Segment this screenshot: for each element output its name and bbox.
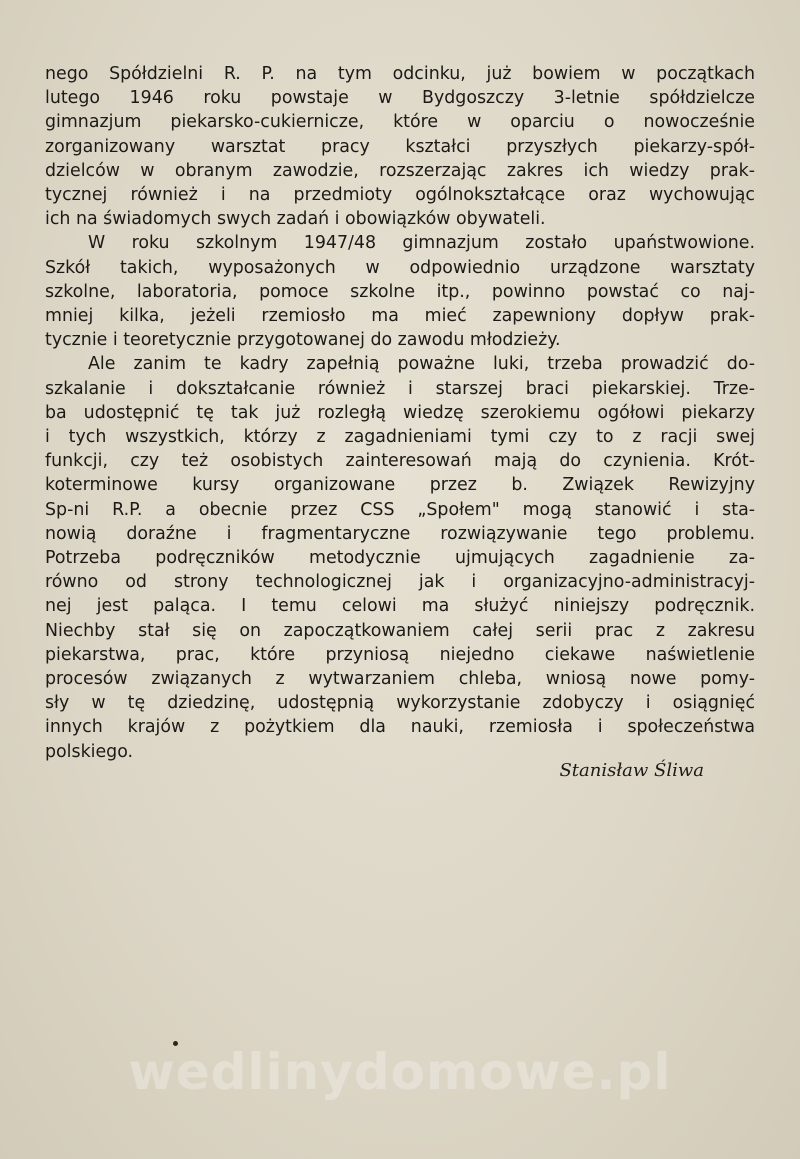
text-line: nego Spółdzielni R. P. na tym odcinku, już bowiem w początkach: [45, 64, 755, 84]
text-line: sły w tę dziedzinę, udostępnią wykorzystanie zdobyczy i osiągnięć: [45, 693, 755, 714]
text-line: tycznej również i na przedmioty ogólnokształcące oraz wychowując: [45, 185, 755, 206]
text-line: innych krajów z pożytkiem dla nauki, rzemiosła i społeczeństwa: [45, 717, 755, 738]
text-line: Niechby stał się on zapoczątkowaniem całej serii prac z zakresu: [45, 620, 755, 641]
text-line: ba udostępnić tę tak już rozległą wiedzę szerokiemu ogółowi piekarzy: [45, 402, 755, 423]
text-line: i tych wszystkich, którzy z zagadnieniami tymi czy to z racji swej: [45, 427, 755, 448]
text-line: szkalanie i dokształcanie również i starszej braci piekarskiej. Trze-: [45, 378, 755, 399]
text-line: nej jest paląca. I temu celowi ma służyć niniejszy podręcznik.: [45, 596, 755, 617]
paragraph-3: [45, 352, 755, 763]
text-line: ich na świadomych swych zadań i obowiązków obywateli.: [45, 209, 546, 230]
text-line: tycznie i teoretycznie przygotowanej do zawodu młodzieży.: [45, 330, 561, 351]
text-line: polskiego.: [45, 741, 134, 762]
text-line: funkcji, czy też osobistych zainteresowań mają do czynienia. Krót-: [45, 451, 755, 472]
author-signature: Stanisław Śliwa: [559, 760, 704, 781]
text-line: gimnazjum piekarsko-cukiernicze, które w oparciu o nowocześnie: [45, 112, 755, 133]
text-line: szkolne, laboratoria, pomoce szkolne itp., powinno powstać co naj-: [45, 281, 755, 302]
text-line: zorganizowany warsztat pracy kształci przyszłych piekarzy-spół-: [45, 136, 755, 157]
text-line: mniej kilka, jeżeli rzemiosło ma mieć zapewniony dopływ prak-: [45, 306, 755, 327]
text-line: piekarstwa, prac, które przyniosą niejedno ciekawe naświetlenie: [45, 644, 755, 665]
text-line: koterminowe kursy organizowane przez b. Związek Rewizyjny: [45, 475, 755, 496]
text-line: Szkół takich, wyposażonych w odpowiednio urządzone warsztaty: [45, 257, 755, 278]
paragraph-1: [45, 62, 755, 231]
text-line: W roku szkolnym 1947/48 gimnazjum zostało upaństwowione.: [88, 233, 755, 254]
text-line: procesów związanych z wytwarzaniem chleba, wniosą nowe pomy-: [45, 669, 755, 690]
text-line: Sp-ni R.P. a obecnie przez CSS „Społem" mogą stanowić i sta-: [45, 499, 755, 520]
text-line: Ale zanim te kadry zapełnią poważne luki, trzeba prowadzić do-: [88, 354, 755, 375]
text-line: lutego 1946 roku powstaje w Bydgoszczy 3-letnie spółdzielcze: [45, 88, 755, 109]
text-line: równo od strony technologicznej jak i organizacyjno-administracyj-: [45, 572, 755, 593]
text-line: dzielców w obranym zawodzie, rozszerzając zakres ich wiedzy prak-: [45, 160, 755, 181]
watermark: wedlinydomowe.pl: [128, 1043, 672, 1101]
body-text: [45, 62, 755, 764]
text-line: Potrzeba podręczników metodycznie ujmujących zagadnienie za-: [45, 548, 755, 569]
paragraph-2: [45, 231, 755, 352]
text-line: nowią doraźne i fragmentaryczne rozwiązywanie tego problemu.: [45, 523, 755, 544]
